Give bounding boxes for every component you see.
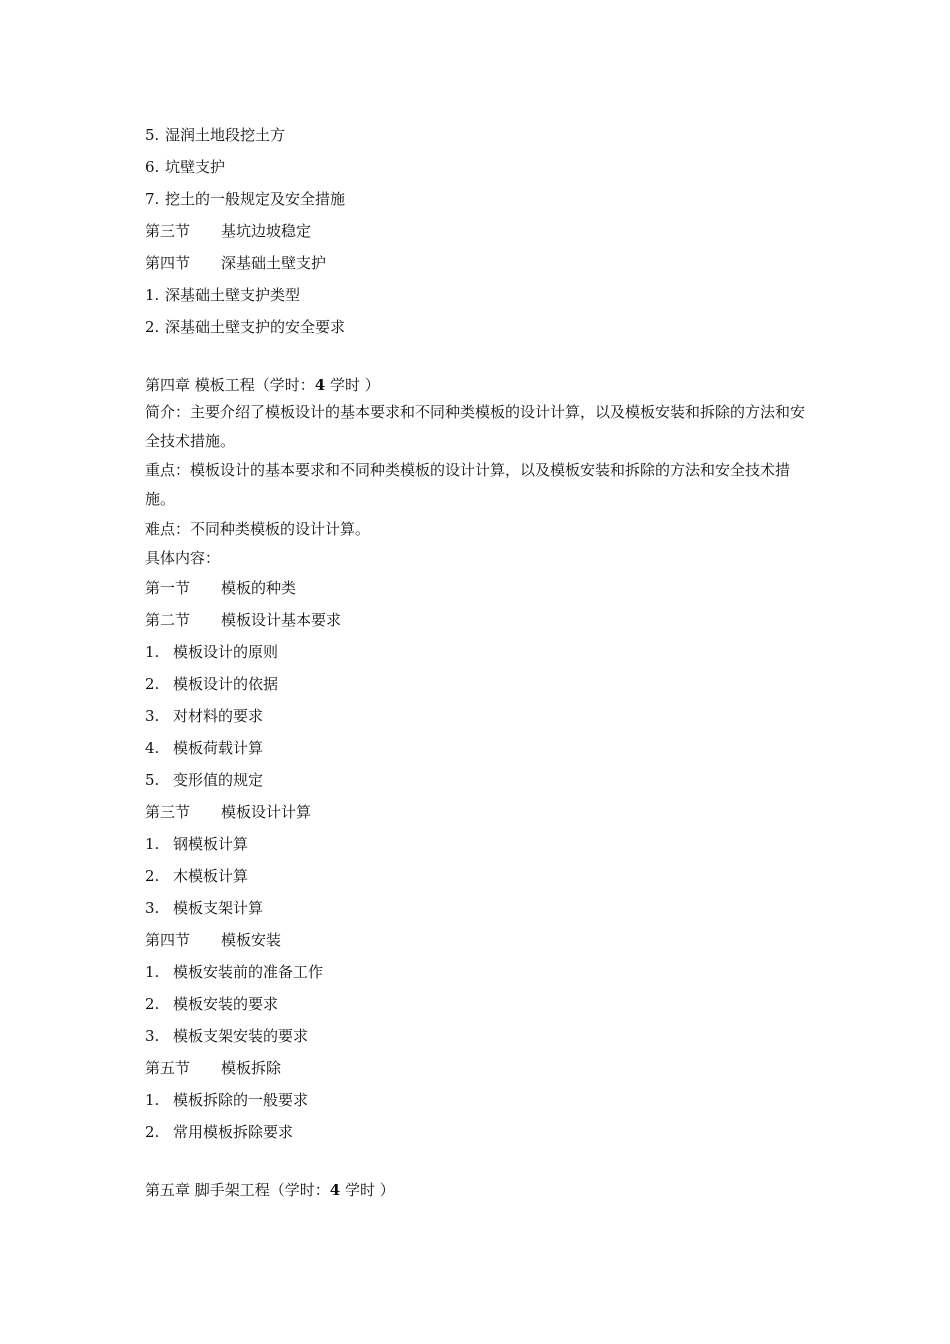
chapter-key-points: 重点：模板设计的基本要求和不同种类模板的设计计算，以及模板安装和拆除的方法和安全技术措施。 <box>145 461 791 508</box>
section-title: 模板安装 <box>221 931 282 949</box>
item-number: 1. <box>145 643 160 661</box>
section-heading <box>145 253 326 273</box>
item-text: 对材料的要求 <box>173 707 264 725</box>
item-number: 1. <box>145 1091 160 1109</box>
item-text: 模板支架计算 <box>173 899 264 917</box>
content-label: 具体内容： <box>145 549 221 567</box>
item-text: 模板荷载计算 <box>173 739 264 757</box>
section-heading <box>145 930 281 950</box>
section-heading <box>145 1058 281 1078</box>
section-heading <box>145 221 311 241</box>
chapter-title-suffix: 学时 ） <box>340 1181 395 1199</box>
section-heading <box>145 578 296 598</box>
list-item <box>145 285 300 305</box>
section-number: 第五节 <box>145 1059 191 1077</box>
list-item <box>145 157 225 177</box>
chapter-title-prefix: 第四章 模板工程（学时： <box>145 376 315 394</box>
list-item <box>145 1090 308 1110</box>
item-number: 2. <box>145 675 160 693</box>
item-text: 挖土的一般规定及安全措施 <box>165 190 346 208</box>
section-title: 基坑边坡稳定 <box>221 222 312 240</box>
item-number: 5. <box>145 126 160 144</box>
section-title: 模板设计基本要求 <box>221 611 342 629</box>
list-item <box>145 738 263 758</box>
item-number: 1. <box>145 963 160 981</box>
chapter-difficulty: 难点：不同种类模板的设计计算。 <box>145 520 371 538</box>
list-item <box>145 317 345 337</box>
section-number: 第四节 <box>145 254 191 272</box>
item-number: 2. <box>145 1123 160 1141</box>
list-item <box>145 770 263 790</box>
chapter-hours: 4 <box>314 376 326 394</box>
item-number: 1. <box>145 835 160 853</box>
item-text: 坑壁支护 <box>165 158 226 176</box>
item-number: 3. <box>145 1027 160 1045</box>
item-text: 模板安装的要求 <box>173 995 279 1013</box>
list-item <box>145 994 278 1014</box>
item-text: 模板拆除的一般要求 <box>173 1091 309 1109</box>
item-number: 7. <box>145 190 160 208</box>
section-number: 第二节 <box>145 611 191 629</box>
list-item <box>145 642 278 662</box>
chapter-title <box>145 375 380 395</box>
item-number: 2. <box>145 995 160 1013</box>
list-item <box>145 962 323 982</box>
item-text: 变形值的规定 <box>173 771 264 789</box>
item-number: 3. <box>145 707 160 725</box>
item-text: 深基础土壁支护类型 <box>165 286 301 304</box>
list-item <box>145 674 278 694</box>
section-number: 第四节 <box>145 931 191 949</box>
list-item <box>145 1026 308 1046</box>
section-number: 第一节 <box>145 579 191 597</box>
chapter-title <box>145 1180 395 1200</box>
item-number: 3. <box>145 899 160 917</box>
item-number: 4. <box>145 739 160 757</box>
item-number: 2. <box>145 318 160 336</box>
chapter-title-suffix: 学时 ） <box>325 376 380 394</box>
item-text: 模板安装前的准备工作 <box>173 963 324 981</box>
item-text: 木模板计算 <box>173 867 249 885</box>
list-item <box>145 898 263 918</box>
item-text: 湿润土地段挖土方 <box>165 126 286 144</box>
section-heading <box>145 802 311 822</box>
list-item <box>145 125 285 145</box>
list-item <box>145 189 345 209</box>
item-text: 常用模板拆除要求 <box>173 1123 294 1141</box>
item-text: 深基础土壁支护的安全要求 <box>165 318 346 336</box>
section-title: 模板设计计算 <box>221 803 312 821</box>
item-number: 6. <box>145 158 160 176</box>
section-heading <box>145 610 341 630</box>
section-number: 第三节 <box>145 222 191 240</box>
section-title: 深基础土壁支护 <box>221 254 327 272</box>
item-text: 模板支架安装的要求 <box>173 1027 309 1045</box>
chapter-intro: 简介：主要介绍了模板设计的基本要求和不同种类模板的设计计算，以及模板安装和拆除的方法和安全技术措施。 <box>145 403 806 450</box>
chapter-hours: 4 <box>329 1181 341 1199</box>
item-number: 2. <box>145 867 160 885</box>
list-item <box>145 866 248 886</box>
item-text: 钢模板计算 <box>173 835 249 853</box>
section-title: 模板的种类 <box>221 579 297 597</box>
list-item <box>145 706 263 726</box>
list-item <box>145 1122 293 1142</box>
chapter-title-prefix: 第五章 脚手架工程（学时： <box>145 1181 330 1199</box>
item-text: 模板设计的依据 <box>173 675 279 693</box>
item-number: 5. <box>145 771 160 789</box>
item-text: 模板设计的原则 <box>173 643 279 661</box>
list-item <box>145 834 248 854</box>
item-number: 1. <box>145 286 160 304</box>
section-number: 第三节 <box>145 803 191 821</box>
section-title: 模板拆除 <box>221 1059 282 1077</box>
